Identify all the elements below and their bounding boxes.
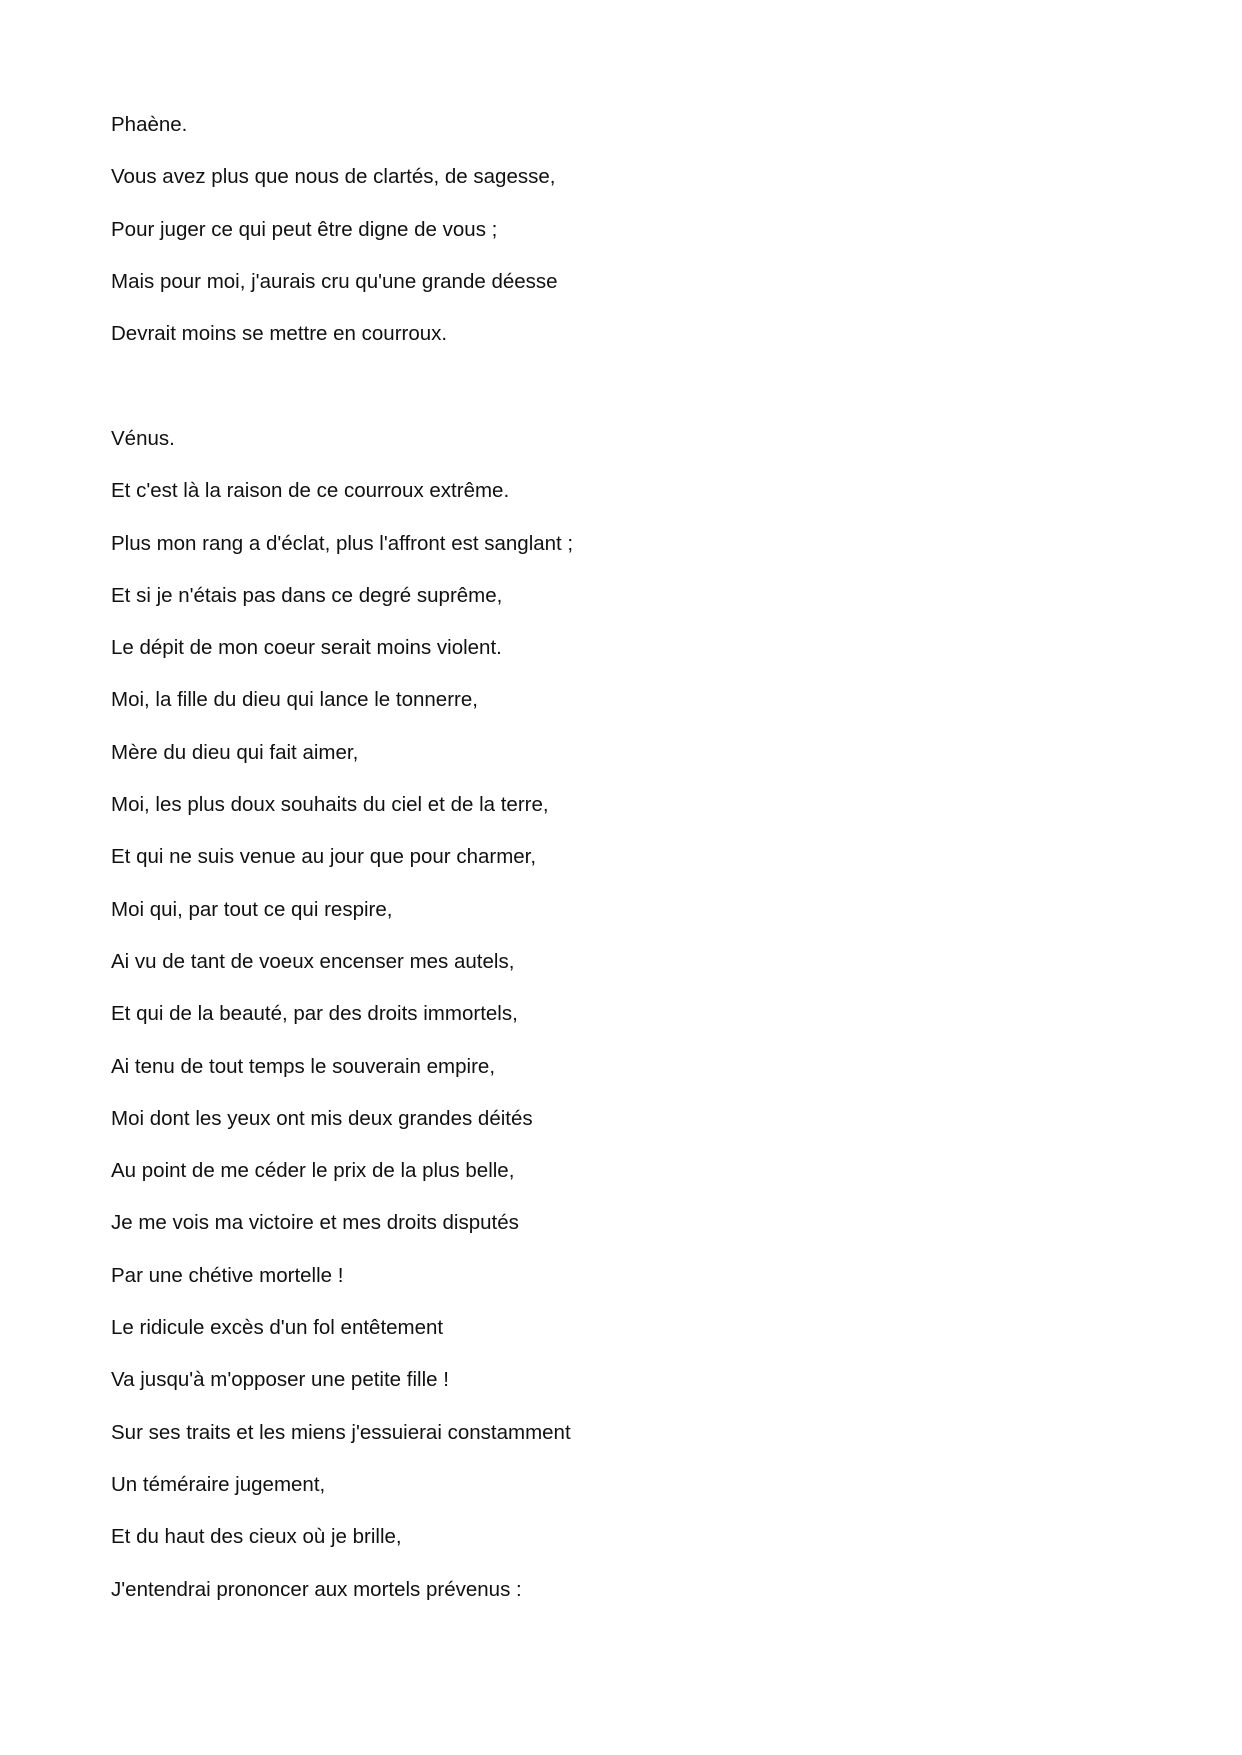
verse-line: Va jusqu'à m'opposer une petite fille ! (111, 1368, 449, 1392)
verse-line: Plus mon rang a d'éclat, plus l'affront est sanglant ; (111, 531, 574, 555)
speaker-name: Phaène. (111, 113, 188, 136)
verse-line: Et si je n'étais pas dans ce degré suprême, (111, 583, 503, 607)
verse-line: Ai tenu de tout temps le souverain empire, (111, 1054, 496, 1078)
verse-line: Moi, la fille du dieu qui lance le tonnerre, (111, 688, 478, 712)
verse-line: Je me vois ma victoire et mes droits disputés (111, 1211, 519, 1235)
verse-line: Et c'est là la raison de ce courroux extrême. (111, 479, 510, 503)
verse-line: Vous avez plus que nous de clartés, de sagesse, (111, 165, 556, 189)
verse-line: Par une chétive mortelle ! (111, 1263, 344, 1287)
verse-line: Et qui de la beauté, par des droits immortels, (111, 1002, 518, 1026)
verse-line: Mais pour moi, j'aurais cru qu'une grande déesse (111, 269, 558, 293)
stanza-phaene (111, 99, 558, 360)
verse-line: Au point de me céder le prix de la plus belle, (111, 1159, 515, 1183)
verse-line: Pour juger ce qui peut être digne de vous ; (111, 217, 498, 241)
verse-line: Devrait moins se mettre en courroux. (111, 322, 448, 346)
verse-line: Moi qui, par tout ce qui respire, (111, 897, 393, 921)
verse-line: J'entendrai prononcer aux mortels prévenus : (111, 1577, 522, 1601)
speaker-name: Vénus. (111, 427, 175, 450)
verse-line: Le dépit de mon coeur serait moins violent. (111, 636, 502, 660)
verse-line: Sur ses traits et les miens j'essuierai constamment (111, 1420, 571, 1444)
verse-line: Ai vu de tant de voeux encenser mes autels, (111, 949, 515, 973)
verse-line: Mère du dieu qui fait aimer, (111, 740, 359, 764)
verse-line: Moi, les plus doux souhaits du ciel et de la terre, (111, 793, 549, 817)
verse-line: Un téméraire jugement, (111, 1472, 326, 1496)
verse-line: Et qui ne suis venue au jour que pour charmer, (111, 845, 537, 869)
stanza-venus (111, 413, 573, 1616)
verse-line: Et du haut des cieux où je brille, (111, 1525, 402, 1549)
verse-line: Le ridicule excès d'un fol entêtement (111, 1316, 444, 1340)
verse-line: Moi dont les yeux ont mis deux grandes déités (111, 1106, 533, 1130)
